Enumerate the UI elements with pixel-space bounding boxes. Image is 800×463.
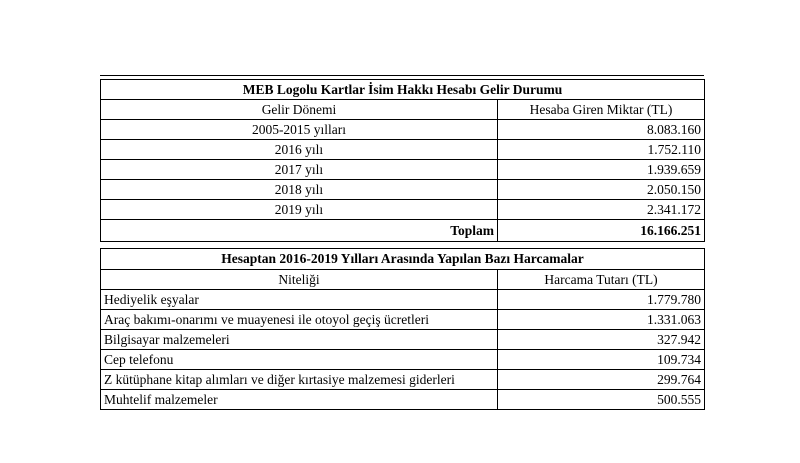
- expenses-title-row: [101, 249, 705, 270]
- expense-amount: 109.734: [498, 350, 705, 370]
- table-row: [101, 120, 705, 140]
- top-rule: [100, 75, 704, 76]
- income-period: 2005-2015 yılları: [101, 120, 498, 140]
- expenses-table-title: Hesaptan 2016-2019 Yılları Arasında Yapılan Bazı Harcamalar: [101, 249, 705, 270]
- income-total-label: Toplam: [101, 220, 498, 242]
- income-period: 2017 yılı: [101, 160, 498, 180]
- table-row: [101, 140, 705, 160]
- expense-item: Cep telefonu: [101, 350, 498, 370]
- expenses-table: [100, 248, 705, 410]
- income-table: [100, 79, 705, 242]
- income-header-period: Gelir Dönemi: [101, 100, 498, 120]
- expense-item: Araç bakımı-onarımı ve muayenesi ile otoyol geçiş ücretleri: [101, 310, 498, 330]
- table-row: [101, 310, 705, 330]
- table-row: [101, 330, 705, 350]
- table-row: [101, 370, 705, 390]
- expense-amount: 1.779.780: [498, 290, 705, 310]
- income-header-row: [101, 100, 705, 120]
- expense-amount: 327.942: [498, 330, 705, 350]
- expense-item: Bilgisayar malzemeleri: [101, 330, 498, 350]
- income-title-row: [101, 80, 705, 100]
- income-amount: 2.341.172: [498, 200, 705, 220]
- income-total-amount: 16.166.251: [498, 220, 705, 242]
- expense-amount: 299.764: [498, 370, 705, 390]
- table-row: [101, 200, 705, 220]
- table-row: [101, 180, 705, 200]
- expense-item: Z kütüphane kitap alımları ve diğer kırtasiye malzemesi giderleri: [101, 370, 498, 390]
- income-amount: 1.752.110: [498, 140, 705, 160]
- expense-amount: 500.555: [498, 390, 705, 410]
- expense-item: Hediyelik eşyalar: [101, 290, 498, 310]
- income-header-amount: Hesaba Giren Miktar (TL): [498, 100, 705, 120]
- income-amount: 2.050.150: [498, 180, 705, 200]
- income-period: 2019 yılı: [101, 200, 498, 220]
- expenses-header-row: [101, 270, 705, 290]
- income-period: 2016 yılı: [101, 140, 498, 160]
- expenses-header-amount: Harcama Tutarı (TL): [498, 270, 705, 290]
- table-row: [101, 290, 705, 310]
- table-row: [101, 350, 705, 370]
- table-row: [101, 390, 705, 410]
- expense-item: Muhtelif malzemeler: [101, 390, 498, 410]
- income-amount: 1.939.659: [498, 160, 705, 180]
- expenses-header-item: Niteliği: [101, 270, 498, 290]
- table-row: [101, 160, 705, 180]
- income-table-title: MEB Logolu Kartlar İsim Hakkı Hesabı Gelir Durumu: [101, 80, 705, 100]
- expense-amount: 1.331.063: [498, 310, 705, 330]
- income-amount: 8.083.160: [498, 120, 705, 140]
- income-total-row: [101, 220, 705, 242]
- income-period: 2018 yılı: [101, 180, 498, 200]
